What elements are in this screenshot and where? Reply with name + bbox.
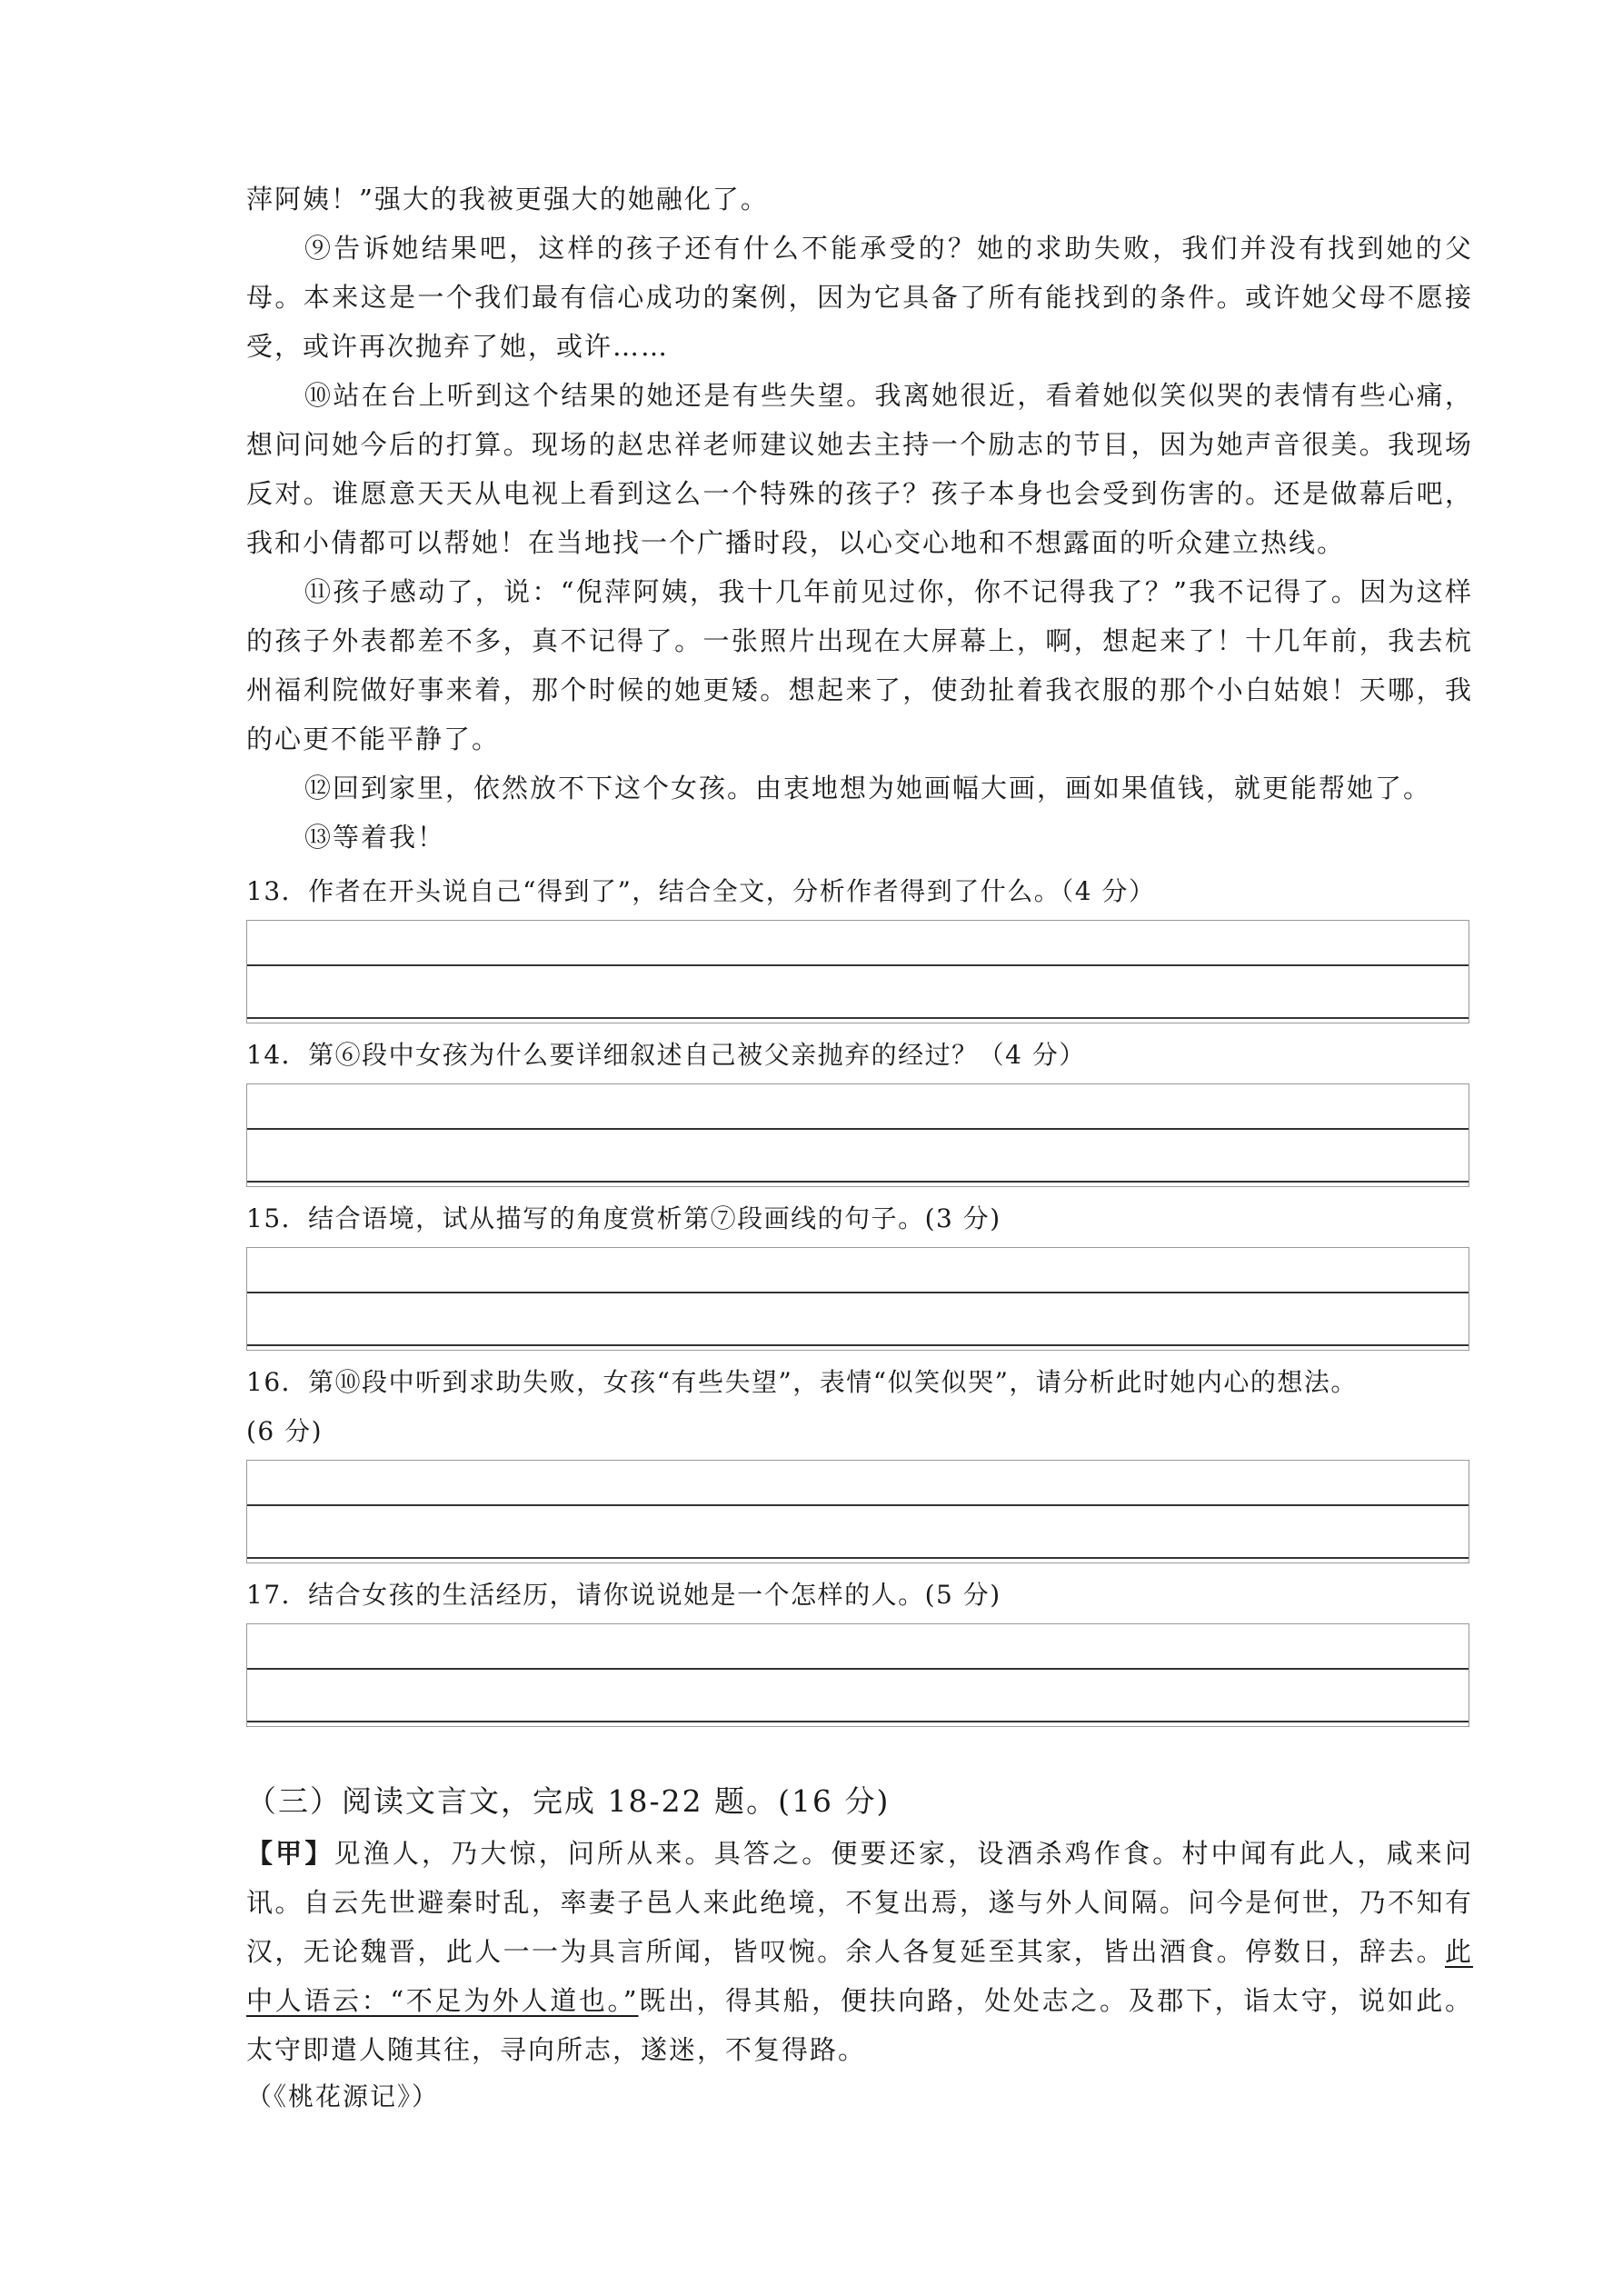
section-3-title: （三）阅读文言文，完成 18-22 题。(16 分) bbox=[246, 1783, 891, 1819]
answer-line bbox=[247, 1668, 1469, 1670]
answer-line bbox=[247, 1344, 1469, 1346]
jia-text: 见渔人，乃大惊，问所从来。具答之。便要还家，设酒杀鸡作食。村中闻有此人，咸来问讯。自云先世避秦时乱，率妻子邑人来此绝境，不复出焉，遂与外人间隔。问今是何世，乃不知有汉，无论魏晋，此人一一为具言所闻，皆叹惋。余人各复延至其家，皆出酒食。停数日，辞去。 bbox=[246, 1838, 1473, 1967]
answer-box-17[interactable] bbox=[246, 1623, 1469, 1727]
answer-line bbox=[247, 1017, 1469, 1019]
paragraph-12: ⑫回到家里，依然放不下这个女孩。由衷地想为她画幅大画，画如果值钱，就更能帮她了。 bbox=[304, 773, 1432, 804]
paragraph-13: ⑬等着我！ bbox=[304, 822, 446, 853]
answer-box-16[interactable] bbox=[246, 1460, 1469, 1563]
source-citation: （《桃花源记》） bbox=[246, 2081, 440, 2111]
paragraph-intro: 萍阿姨！”强大的我被更强大的她融化了。 bbox=[246, 184, 769, 215]
question-13: 13．作者在开头说自己“得到了”，结合全文，分析作者得到了什么。（4 分） bbox=[246, 876, 1156, 906]
answer-box-13[interactable] bbox=[246, 920, 1469, 1023]
answer-line bbox=[247, 1128, 1469, 1130]
paragraph-11: ⑪孩子感动了，说：“倪萍阿姨，我十几年前见过你，你不记得我了？”我不记得了。因为这样的孩子外表都差不多，真不记得了。一张照片出现在大屏幕上，啊，想起来了！十几年前，我去杭州福利院做好事来着，那个时候的她更矮。想起来了，使劲扯着我衣服的那个小白姑娘！天哪，我的心更不能平静了。 bbox=[246, 576, 1473, 754]
page-content bbox=[246, 175, 1473, 2120]
question-16: 16．第⑩段中听到求助失败，女孩“有些失望”，表情“似笑似哭”，请分析此时她内心的想法。 bbox=[246, 1367, 1358, 1397]
answer-box-14[interactable] bbox=[246, 1083, 1469, 1187]
answer-line bbox=[247, 1721, 1469, 1722]
answer-line bbox=[247, 964, 1469, 966]
answer-line bbox=[247, 1504, 1469, 1506]
classical-passage-jia bbox=[246, 1829, 1473, 2074]
answer-box-15[interactable] bbox=[246, 1247, 1469, 1351]
question-15: 15．结合语境，试从描写的角度赏析第⑦段画线的句子。(3 分) bbox=[246, 1203, 1001, 1233]
question-17: 17．结合女孩的生活经历，请你说说她是一个怎样的人。(5 分) bbox=[246, 1580, 1001, 1610]
jia-label: 【甲】 bbox=[246, 1838, 334, 1869]
underlined-sentence: 此中人语云：“不足为外人道也。” bbox=[246, 1936, 1473, 2016]
jia-rest: 既出，得其船，便扶向路，处处志之。及郡下，诣太守，说如此。太守即遣人随其往，寻向所志，遂迷，不复得路。 bbox=[246, 1985, 1473, 2065]
question-14: 14．第⑥段中女孩为什么要详细叙述自己被父亲抛弃的经过？（4 分） bbox=[246, 1040, 1086, 1070]
answer-line bbox=[247, 1181, 1469, 1183]
question-16-score: (6 分) bbox=[246, 1416, 324, 1446]
answer-line bbox=[247, 1292, 1469, 1293]
answer-line bbox=[247, 1557, 1469, 1559]
paragraph-9: ⑨告诉她结果吧，这样的孩子还有什么不能承受的？她的求助失败，我们并没有找到她的父母。本来这是一个我们最有信心成功的案例，因为它具备了所有能找到的条件。或许她父母不愿接受，或许再次抛弃了她，或许…… bbox=[246, 233, 1473, 362]
paragraph-10: ⑩站在台上听到这个结果的她还是有些失望。我离她很近，看着她似笑似哭的表情有些心痛，想问问她今后的打算。现场的赵忠祥老师建议她去主持一个励志的节目，因为她声音很美。我现场反对。谁愿意天天从电视上看到这么一个特殊的孩子？孩子本身也会受到伤害的。还是做幕后吧，我和小倩都可以帮她！在当地找一个广播时段，以心交心地和不想露面的听众建立热线。 bbox=[246, 380, 1473, 558]
